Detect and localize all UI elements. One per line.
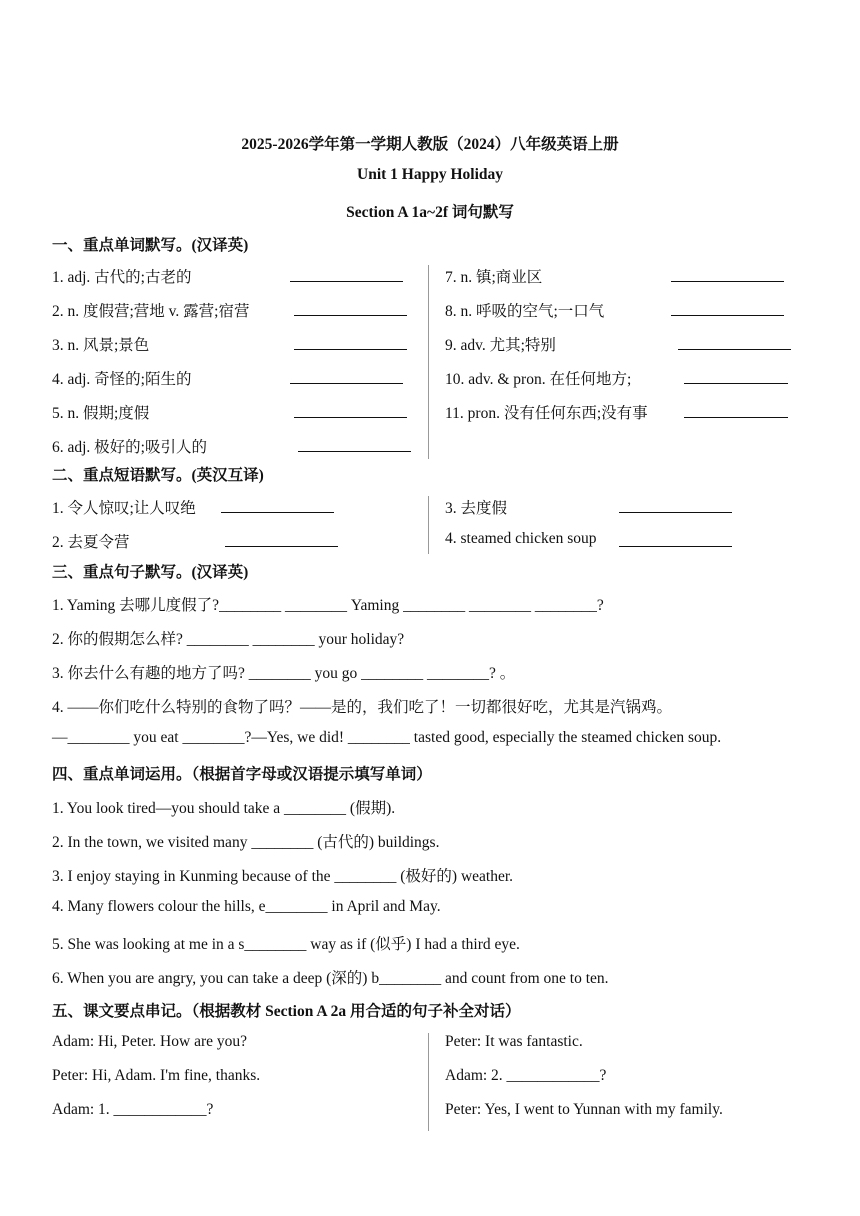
word-item [445,265,796,287]
worksheet-title: 2025-2026学年第一学期人教版（2024）八年级英语上册 [241,136,619,153]
answer-blank[interactable] [225,530,338,547]
word-item [52,435,428,457]
answer-blank[interactable] [678,333,791,350]
phrase-item [52,530,428,552]
section5-heading: 五、课文要点串记。（根据教材 Section A 2a 用合适的句子补全对话） [52,1003,521,1020]
dialogue-text: Peter: It was fantastic. [445,1033,583,1050]
sentence-item: 1. Yaming 去哪儿度假了?________ ________ Yaming ________ ________ ________? [52,597,604,614]
phrase-prompt: 1. 令人惊叹;让人叹绝 [52,500,196,517]
fill-in-item: 4. Many flowers colour the hills, e________ in April and May. [52,898,441,915]
word-item [445,367,796,389]
word-item [445,401,796,423]
sentence-item: 3. 你去什么有趣的地方了吗? ________ you go ________ ________? 。 [52,665,516,682]
section1-word-grid [52,265,796,459]
column-divider [428,265,429,459]
section4-heading: 四、重点单词运用。（根据首字母或汉语提示填写单词） [52,766,432,783]
word-prompt: 1. adj. 古代的;古老的 [52,269,192,286]
word-prompt: 11. pron. 没有任何东西;没有事 [445,405,648,422]
answer-blank[interactable] [619,530,732,547]
word-item [52,333,428,355]
word-item [445,299,796,321]
word-prompt: 4. adj. 奇怪的;陌生的 [52,371,192,388]
answer-blank[interactable] [684,401,788,418]
fill-in-item: 2. In the town, we visited many ________ (古代的) buildings. [52,834,440,851]
fill-in-item: 6. When you are angry, you can take a deep (深的) b________ and count from one to ten. [52,970,609,987]
answer-blank[interactable] [671,265,784,282]
unit-title: Unit 1 Happy Holiday [357,166,503,183]
dialogue-text: Adam: Hi, Peter. How are you? [52,1033,247,1050]
word-prompt: 10. adv. & pron. 在任何地方; [445,371,632,388]
phrase-item [445,530,796,552]
phrase-prompt: 2. 去夏令营 [52,534,130,551]
answer-blank[interactable] [294,333,407,350]
answer-blank[interactable] [221,496,334,513]
phrase-item [52,496,428,518]
phrase-prompt: 3. 去度假 [445,500,508,517]
answer-blank[interactable] [619,496,732,513]
answer-blank[interactable] [294,299,407,316]
answer-blank[interactable] [290,265,403,282]
word-item [52,299,428,321]
section2-phrase-grid [52,496,796,554]
dialogue-text: Adam: 2. ____________? [445,1067,607,1084]
word-item [52,367,428,389]
phrase-prompt: 4. steamed chicken soup [445,530,597,547]
word-prompt: 6. adj. 极好的;吸引人的 [52,439,207,456]
word-item [52,265,428,287]
section5-dialogue-grid [52,1033,796,1131]
answer-blank[interactable] [684,367,788,384]
word-prompt: 3. n. 风景;景色 [52,337,150,354]
column-divider [428,1033,429,1131]
section3-heading: 三、重点句子默写。(汉译英) [52,564,249,581]
dialogue-text: Peter: Yes, I went to Yunnan with my family. [445,1101,723,1118]
section1-heading: 一、重点单词默写。(汉译英) [52,237,249,254]
answer-blank[interactable] [298,435,411,452]
word-prompt: 9. adv. 尤其;特别 [445,337,556,354]
answer-blank[interactable] [290,367,403,384]
section-subtitle: Section A 1a~2f 词句默写 [346,204,514,221]
section2-heading: 二、重点短语默写。(英汉互译) [52,467,264,484]
column-divider [428,496,429,554]
word-prompt: 5. n. 假期;度假 [52,405,150,422]
fill-in-item: 3. I enjoy staying in Kunming because of the ________ (极好的) weather. [52,868,514,885]
sentence-item: 2. 你的假期怎么样? ________ ________ your holiday? [52,631,405,648]
word-item [445,333,796,355]
phrase-item [445,496,796,518]
word-prompt: 7. n. 镇;商业区 [445,269,543,286]
fill-in-item: 1. You look tired—you should take a ________ (假期). [52,800,396,817]
dialogue-text: Adam: 1. ____________? [52,1101,214,1118]
word-item [52,401,428,423]
word-prompt: 2. n. 度假营;营地 v. 露营;宿营 [52,303,250,320]
dialogue-text: Peter: Hi, Adam. I'm fine, thanks. [52,1067,261,1084]
answer-blank[interactable] [671,299,784,316]
answer-blank[interactable] [294,401,407,418]
sentence-item: —________ you eat ________?—Yes, we did! ________ tasted good, especially the steamed chicken soup. [52,729,722,746]
word-prompt: 8. n. 呼吸的空气;一口气 [445,303,605,320]
sentence-item: 4. ——你们吃什么特别的食物了吗？——是的，我们吃了！一切都很好吃，尤其是汽锅鸡。 [52,699,673,716]
fill-in-item: 5. She was looking at me in a s________ way as if (似乎) I had a third eye. [52,936,520,953]
